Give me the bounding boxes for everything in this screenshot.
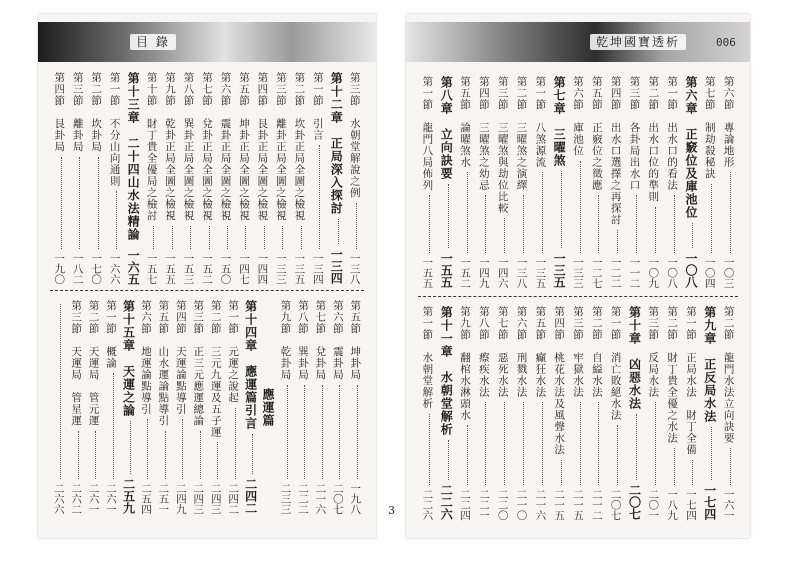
toc-title: 第五節 坤卦正局全圖之檢視 (237, 72, 250, 222)
toc-page-number: 一六六 (108, 252, 121, 284)
right-page-divider (418, 296, 738, 297)
toc-entry (571, 76, 585, 288)
toc-entry (182, 72, 196, 284)
toc-leader (91, 431, 96, 479)
toc-leader (196, 431, 201, 479)
toc-title: 第六節 刑戮水法 (515, 306, 528, 398)
toc-title: 第三節 反局水法 (647, 306, 660, 398)
toc-leader (283, 385, 288, 479)
toc-entry (665, 76, 679, 288)
toc-title: 第五節 論曜煞水 (459, 76, 472, 168)
toc-leader (463, 172, 468, 253)
toc-entry (292, 72, 306, 284)
toc-page-number: 一七四 (684, 488, 697, 520)
toc-title: 第六節 震卦局 (331, 300, 344, 381)
toc-leader (297, 226, 302, 249)
toc-title: 第三節 離卦正局全圖之檢視 (274, 72, 287, 222)
toc-title: 第一節 龍門八局佈列 (421, 76, 434, 191)
toc-title: 第十章 凶惡水法 (627, 306, 642, 410)
toc-entry (609, 306, 623, 520)
toc-page-number: 二一五 (553, 488, 566, 520)
toc-page-number: 二四二 (243, 478, 258, 514)
toc-page-number: 一〇八 (683, 252, 698, 288)
toc-entry (313, 300, 327, 514)
toc-leader (481, 402, 486, 485)
toc-title: 第一節 水朝堂解析 (421, 306, 434, 410)
toc-page-number: 一一二 (628, 256, 641, 288)
right-header-page-number: 006 (716, 36, 736, 49)
toc-entry (571, 306, 585, 520)
toc-title: 第九節 乾卦正局全圖之檢視 (164, 72, 177, 222)
toc-page-number: 二三三 (279, 482, 292, 514)
toc-page-number: 一三五 (293, 252, 306, 284)
toc-leader (557, 171, 562, 248)
toc-chapter (439, 306, 453, 520)
toc-leader (425, 414, 430, 485)
toc-leader (213, 442, 218, 479)
toc-entry (311, 72, 325, 284)
toc-entry (477, 306, 491, 520)
page-number: 3 (388, 504, 395, 517)
toc-page-number: 一三四 (311, 252, 324, 284)
left-page (38, 14, 376, 538)
left-page-divider (50, 290, 364, 291)
toc-entry (420, 306, 434, 520)
toc-leader (231, 408, 236, 479)
toc-page-number: 一三五 (552, 252, 567, 288)
toc-leader (178, 419, 183, 479)
toc-entry (237, 72, 251, 284)
toc-page-number: 二二六 (439, 484, 454, 520)
toc-entry (420, 76, 434, 288)
toc-page-number: 一四九 (477, 256, 490, 288)
toc-page-number: 一二二 (609, 256, 622, 288)
toc-page-number: 二一五 (572, 488, 584, 520)
toc-entry (496, 306, 510, 520)
toc-leader (651, 207, 656, 253)
right-page-header (406, 22, 750, 62)
toc-title: 第四節 艮卦局 (53, 72, 66, 153)
toc-chapter (552, 76, 566, 288)
toc-page-number: 一五五 (439, 252, 454, 288)
toc-entry (646, 306, 660, 520)
right-header-label: 乾坤國寶透析 (590, 34, 686, 50)
toc-chapter (439, 76, 453, 288)
toc-page-number: 一三八 (348, 252, 361, 284)
toc-title: 第三節 正三元應運總論 (192, 300, 205, 427)
toc-leader (126, 421, 131, 474)
toc-page-number: 二一〇 (515, 488, 528, 520)
toc-title: 第八節 瘵疾水法 (477, 306, 490, 398)
toc-entry (89, 72, 103, 284)
toc-entry (200, 72, 214, 284)
toc-leader (632, 195, 637, 253)
toc-chapter (126, 72, 140, 284)
left-page-header (38, 22, 376, 62)
toc-page-number: 二二四 (459, 488, 472, 520)
toc-page-number: 二〇七 (331, 482, 344, 514)
toc-leader (161, 431, 166, 479)
toc-title: 第十一章 水朝堂解析 (439, 306, 454, 436)
toc-leader (688, 223, 693, 248)
toc-leader (186, 226, 191, 249)
toc-entry (52, 300, 66, 514)
toc-leader (278, 226, 283, 249)
toc-title: 第七章 三曜煞 (552, 76, 567, 167)
toc-entry (458, 306, 472, 520)
toc-title: 第二節 三元九運及五子運 (209, 300, 222, 438)
toc-entry (458, 76, 472, 288)
toc-page-number: 二五四 (139, 482, 152, 514)
toc-leader (481, 195, 486, 253)
toc-title: 第四節 艮卦正局全圖之檢視 (256, 72, 269, 222)
toc-title: 第五節 癲狂水法 (534, 306, 547, 398)
toc-title: 第二節 天運局 管元運 (87, 300, 100, 427)
toc-title: 第二節 坎卦正局全圖之檢視 (293, 72, 306, 222)
toc-title: 第四節 三曜煞之幼忌 (477, 76, 490, 191)
left-top-toc (50, 72, 364, 284)
toc-title: 第六節 震卦正局全圖之檢視 (219, 72, 232, 222)
toc-title: 第九節 翻棺水淋頭水 (459, 306, 472, 421)
toc-entry (590, 306, 604, 520)
toc-page-number: 二〇七 (609, 488, 622, 520)
toc-page-number: 一八二 (71, 252, 84, 284)
toc-title: 第一節 不分山向通則 (108, 72, 121, 187)
toc-page-number: 一四六 (496, 256, 509, 288)
toc-title: 第三節 水朝堂解說之例 (348, 72, 361, 199)
toc-entry (627, 76, 641, 288)
toc-title: 第三節 天運局 管星運 (70, 300, 83, 427)
toc-entry (145, 72, 159, 284)
toc-page-number: 二四九 (174, 482, 187, 514)
toc-page-number: 二一六 (314, 482, 327, 514)
toc-leader (707, 427, 712, 480)
toc-entry (533, 76, 547, 288)
toc-entry (590, 76, 604, 288)
toc-entry (226, 300, 240, 514)
toc-leader (726, 448, 731, 485)
toc-page-number: 一五二 (201, 252, 213, 284)
toc-page-number: 二二二 (296, 482, 309, 514)
toc-title: 第四節 天運論點導引 (174, 300, 187, 415)
toc-leader (223, 226, 228, 249)
toc-title: 第十五章 天運之論 (121, 300, 136, 417)
toc-chapter (627, 306, 641, 520)
toc-leader (425, 195, 430, 253)
toc-page-number: 二五九 (121, 478, 136, 514)
toc-entry (255, 72, 269, 284)
toc-page-number: 二六六 (52, 482, 65, 514)
toc-page-number: 二一二 (590, 488, 603, 520)
left-header-label: 目 錄 (130, 34, 176, 50)
toc-title: 第六節 專論地形 (722, 76, 735, 168)
toc-entry (139, 300, 153, 514)
toc-leader (112, 191, 117, 249)
toc-page-number: 二〇一 (647, 488, 660, 520)
toc-title: 第二節 龍門水法立向訣要 (722, 306, 735, 444)
toc-leader (576, 161, 581, 253)
toc-page-number: 一七〇 (90, 252, 103, 284)
toc-leader (56, 304, 61, 479)
toc-title: 第五節 正竅位之徵應 (590, 76, 603, 191)
toc-entry (331, 300, 345, 514)
toc-leader (241, 226, 246, 249)
toc-page-number: 一三八 (515, 256, 528, 288)
toc-entry (163, 72, 177, 284)
toc-leader (168, 226, 173, 249)
toc-page-number: 二一六 (534, 488, 547, 520)
toc-title: 第五節 坤卦局 (349, 300, 362, 381)
toc-title: 第二節 財丁貴全優之水法 (666, 306, 679, 444)
toc-entry (52, 72, 66, 284)
toc-title: 第七節 惡死水法 (496, 306, 509, 398)
toc-title: 第五節 山水運論點導引 (157, 300, 170, 427)
toc-page-number: 一五三 (182, 252, 195, 284)
toc-title: 第七節 兌卦局 (314, 300, 327, 381)
toc-page-number: 二五一 (157, 482, 170, 514)
right-page (406, 14, 750, 538)
toc-entry (665, 306, 679, 520)
toc-leader (594, 195, 599, 253)
toc-title: 第十三章 二十四山水法精論 (126, 72, 141, 241)
toc-leader (94, 157, 99, 249)
toc-page-number: 一〇四 (703, 256, 716, 288)
left-bottom-toc (50, 300, 364, 514)
toc-entry (515, 306, 529, 520)
toc-entry (191, 300, 205, 514)
toc-entry (296, 300, 310, 514)
toc-entry (496, 76, 510, 288)
toc-leader (315, 145, 320, 249)
toc-leader (519, 402, 524, 485)
toc-entry (71, 72, 85, 284)
toc-page-number: 二二一 (477, 488, 490, 520)
toc-leader (557, 460, 562, 485)
toc-page-number: 一六五 (126, 249, 141, 285)
toc-page-number: 一二七 (590, 256, 603, 288)
toc-entry (684, 306, 698, 520)
right-top-toc (418, 76, 738, 288)
toc-leader (109, 373, 114, 479)
toc-chapter (684, 76, 698, 288)
toc-page-number: 二六一 (87, 482, 100, 514)
toc-title: 第三節 各卦局出水口 (628, 76, 641, 191)
toc-leader (335, 385, 340, 479)
toc-page-number: 一八九 (666, 488, 679, 520)
toc-page-number: 一三四 (329, 248, 344, 284)
toc-title: 第六節 地運論點導引 (139, 300, 152, 415)
toc-leader (651, 402, 656, 485)
toc-title: 第三節 離卦局 (71, 72, 84, 153)
toc-page-number: 二四二 (227, 482, 240, 514)
toc-chapter (122, 300, 136, 514)
toc-page-number: 一五二 (459, 256, 472, 288)
toc-entry (209, 300, 223, 514)
toc-page-number: 二〇七 (627, 484, 642, 520)
toc-page-number: 一五七 (145, 252, 158, 284)
toc-title: 第二節 出水口位的準則 (647, 76, 660, 203)
toc-leader (149, 226, 154, 249)
toc-title: 第十節 財丁貴全優局之檢討 (145, 72, 158, 222)
toc-title: 第一節 引言 (311, 72, 324, 141)
toc-entry (703, 76, 717, 288)
toc-leader (594, 402, 599, 485)
toc-leader (613, 230, 618, 253)
toc-title: 第四節 出水口選擇之再探討 (609, 76, 622, 226)
toc-leader (57, 157, 62, 249)
toc-title: 第二節 坎卦局 (90, 72, 103, 153)
toc-leader (519, 195, 524, 253)
toc-entry (722, 76, 736, 288)
toc-entry (279, 300, 293, 514)
toc-entry (69, 300, 83, 514)
toc-leader (334, 219, 339, 244)
toc-leader (444, 440, 449, 480)
toc-page-number: 一〇八 (666, 256, 679, 288)
toc-page-number: 一三三 (274, 252, 287, 284)
toc-title: 第一節 消亡敗絕水法 (609, 306, 622, 421)
toc-chapter (703, 306, 717, 520)
toc-title: 第二節 三曜煞之演繹 (515, 76, 528, 191)
toc-page-number: 二六一 (105, 482, 118, 514)
toc-page-number: 一九〇 (53, 252, 66, 284)
toc-title: 第二節 自縊水法 (590, 306, 603, 398)
toc-entry (104, 300, 118, 514)
toc-entry (533, 306, 547, 520)
toc-entry (274, 72, 288, 284)
toc-title: 第十四章 應運篇引言 (243, 300, 258, 430)
toc-leader (576, 402, 581, 485)
toc-page-number: 二四三 (192, 482, 205, 514)
toc-title: 第六節 庫池位 (572, 76, 584, 157)
toc-page-number: 二二六 (421, 488, 434, 520)
toc-title: 第四節 桃花水法及風聲水法 (553, 306, 566, 456)
toc-leader (352, 203, 357, 249)
toc-title: 第七節 制劫殺秘訣 (703, 76, 716, 180)
toc-title: 第八章 立向訣要 (439, 76, 454, 180)
toc-leader (300, 385, 305, 479)
toc-leader (444, 184, 449, 248)
toc-page-number: 一五〇 (219, 252, 232, 284)
toc-title: 第十二章 正局深入探討 (329, 72, 344, 215)
toc-entry (87, 300, 101, 514)
toc-leader (500, 218, 505, 253)
toc-leader (75, 157, 80, 249)
toc-entry (156, 300, 170, 514)
toc-title: 第七節 兌卦正局全圖之檢視 (201, 72, 213, 222)
toc-title: 第八節 巽卦局 (296, 300, 309, 381)
toc-leader (707, 184, 712, 253)
toc-title: 第三節 牢獄水法 (572, 306, 584, 398)
toc-title: 第三節 三曜煞與劫位比較 (496, 76, 509, 214)
toc-section-heading (261, 300, 275, 514)
toc-page-number: 二二〇 (496, 488, 509, 520)
toc-page-number: 一〇九 (647, 256, 660, 288)
toc-leader (726, 172, 731, 253)
toc-entry (218, 72, 232, 284)
toc-page-number: 二四三 (209, 482, 222, 514)
toc-page-number: 一七四 (702, 484, 717, 520)
toc-leader (248, 434, 253, 474)
toc-entry (552, 306, 566, 520)
toc-leader (670, 195, 675, 253)
toc-leader (500, 402, 505, 485)
toc-title: 第一節 八煞源流 (534, 76, 547, 168)
toc-entry (646, 76, 660, 288)
toc-leader (632, 414, 637, 480)
toc-chapter (244, 300, 258, 514)
toc-page-number: 一三三 (572, 256, 584, 288)
toc-chapter (329, 72, 343, 284)
toc-leader (260, 226, 265, 249)
toc-entry (609, 76, 623, 288)
toc-leader (318, 385, 323, 479)
toc-leader (538, 402, 543, 485)
toc-page-number: 一四四 (256, 252, 269, 284)
toc-title: 第九章 正反局水法 (702, 306, 717, 423)
toc-leader (205, 226, 210, 249)
toc-page-number: 二六二 (70, 482, 83, 514)
toc-entry (477, 76, 491, 288)
toc-entry (174, 300, 188, 514)
toc-leader (688, 460, 693, 485)
toc-page-number: 一四七 (237, 252, 250, 284)
right-bottom-toc (418, 306, 738, 520)
toc-page-number: 一五五 (421, 256, 434, 288)
toc-entry (348, 72, 362, 284)
toc-title: 第八節 巽卦正局全圖之檢視 (182, 72, 195, 222)
toc-page-number: 一三五 (534, 256, 547, 288)
toc-title: 應運篇 (261, 387, 276, 427)
toc-entry (722, 306, 736, 520)
toc-leader (538, 172, 543, 253)
toc-entry (348, 300, 362, 514)
toc-leader (143, 419, 148, 479)
toc-title: 第一節 出水口的看法 (666, 76, 679, 191)
toc-leader (463, 425, 468, 485)
toc-page-number: 一〇三 (722, 256, 735, 288)
toc-leader (353, 385, 358, 479)
toc-page-number: 一九八 (349, 482, 362, 514)
toc-page-number: 一五五 (164, 252, 177, 284)
toc-page-number: 一六一 (722, 488, 735, 520)
toc-entry (515, 76, 529, 288)
toc-title: 第一節 正局水法 財丁全備 (684, 306, 697, 456)
toc-entry (108, 72, 122, 284)
toc-leader (613, 425, 618, 485)
toc-title: 第一節 元運之說起 (227, 300, 240, 404)
toc-leader (74, 431, 79, 479)
toc-title: 第六章 正竅位及庫池位 (683, 76, 698, 219)
toc-title: 第九節 乾卦局 (279, 300, 292, 381)
toc-title: 第一節 概論 (105, 300, 118, 369)
toc-leader (670, 448, 675, 485)
